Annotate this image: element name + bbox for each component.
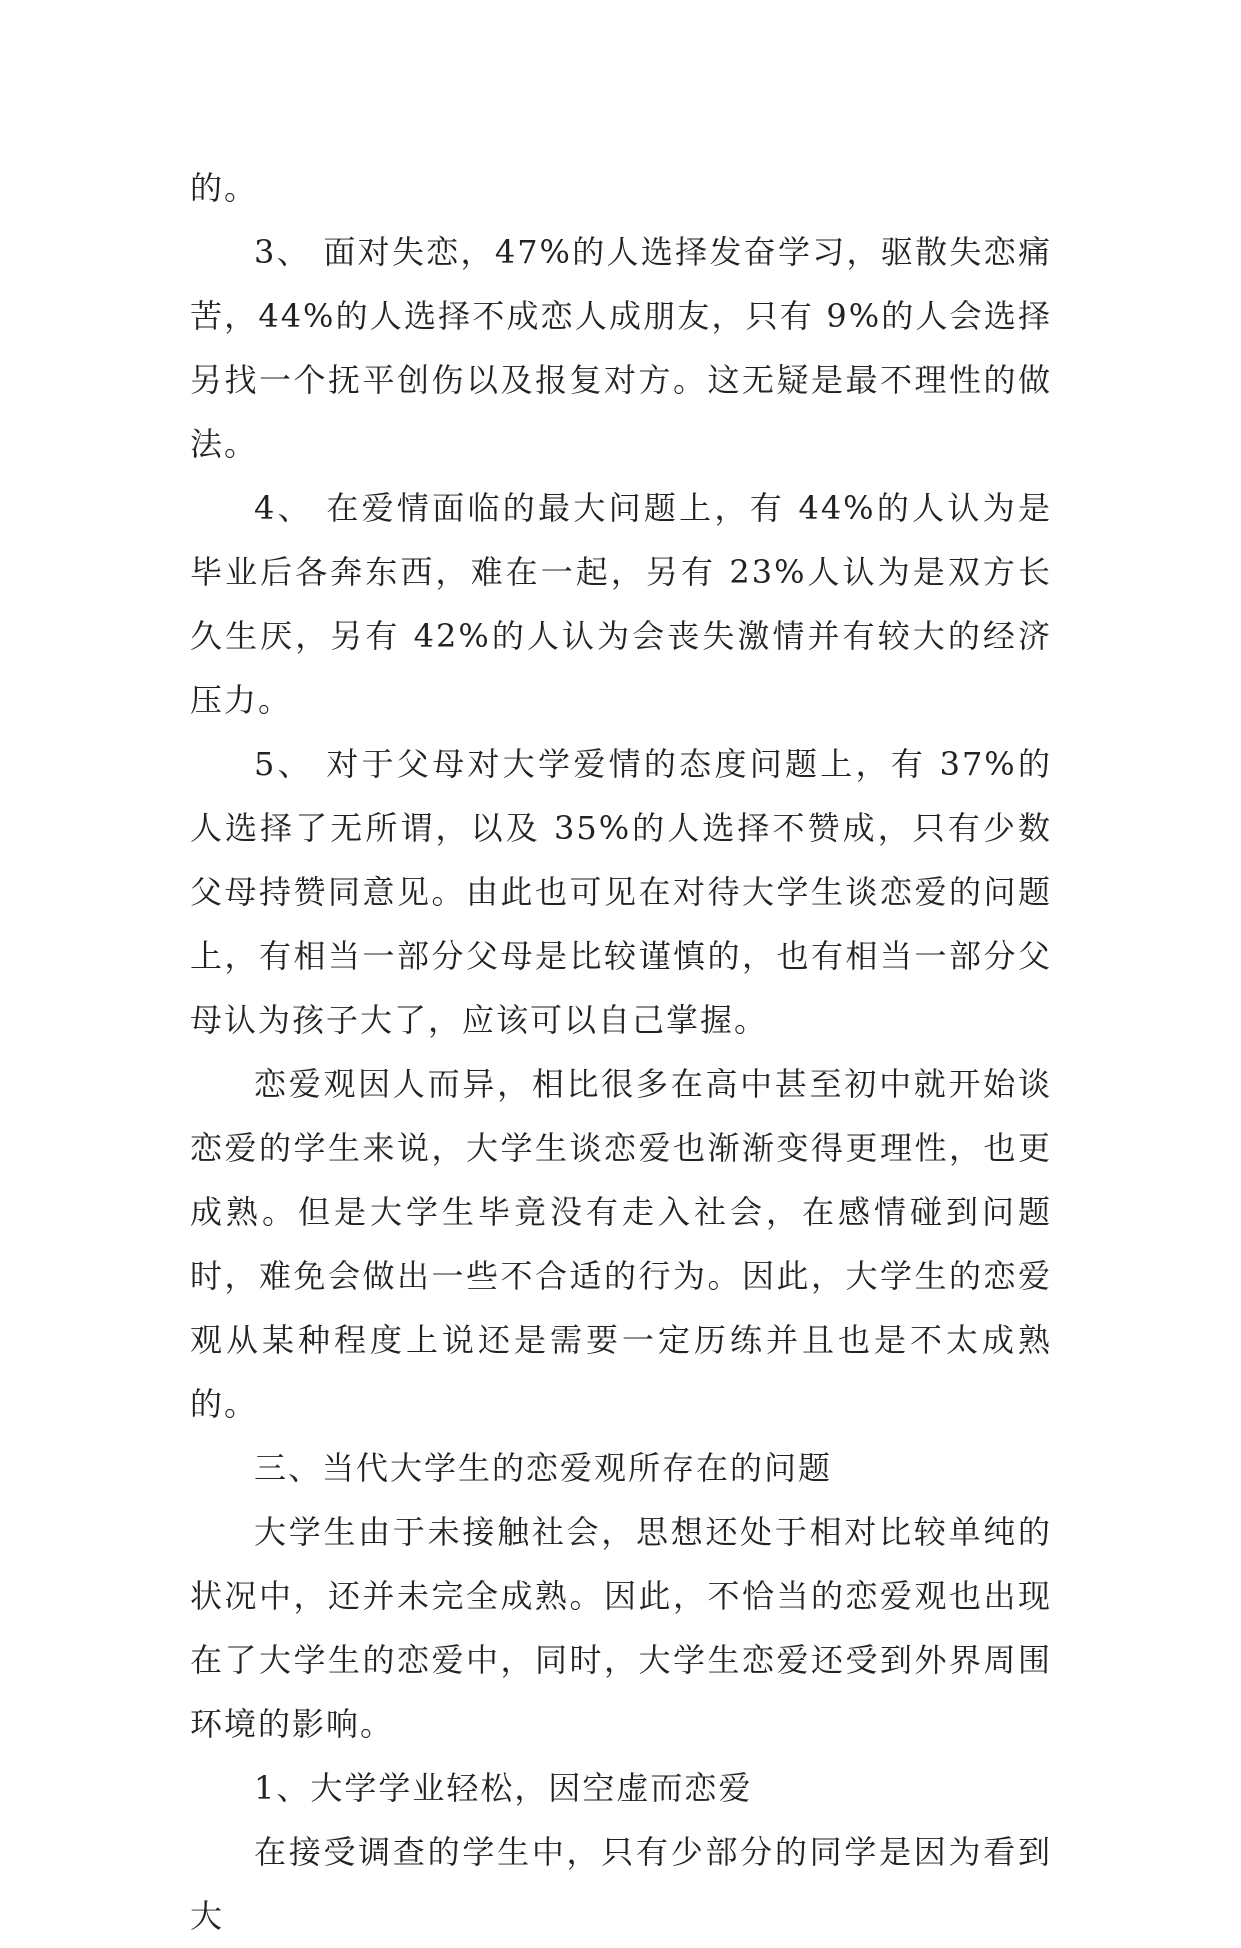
paragraph-continuation: 的。 bbox=[190, 169, 259, 207]
paragraph-summary: 恋爱观因人而异，相比很多在高中甚至初中就开始谈恋爱的学生来说，大学生谈恋爱也渐渐变得更理性，也更成熟。但是大学生毕竟没有走入社会，在感情碰到问题时，难免会做出一些不合适的行为。因此，大学生的恋爱观从某种程度上说还是需要一定历练并且也是不太成熟的。 bbox=[190, 1065, 1052, 1423]
body-text bbox=[190, 156, 1052, 1948]
paragraph-section-intro: 大学生由于未接触社会，思想还处于相对比较单纯的状况中，还并未完全成熟。因此，不恰当的恋爱观也出现在了大学生的恋爱中，同时，大学生恋爱还受到外界周围环境的影响。 bbox=[190, 1513, 1052, 1743]
subsection-heading: 1、大学学业轻松，因空虚而恋爱 bbox=[254, 1769, 753, 1807]
paragraph-item-5: 5、 对于父母对大学爱情的态度问题上，有 37%的人选择了无所谓，以及 35%的人选择不赞成，只有少数父母持赞同意见。由此也可见在对待大学生谈恋爱的问题上，有相当一部分父母是比较谨慎的，也有相当一部分父母认为孩子大了，应该可以自己掌握。 bbox=[190, 745, 1052, 1039]
section-heading: 三、当代大学生的恋爱观所存在的问题 bbox=[254, 1449, 833, 1487]
paragraph-subsection-start: 在接受调查的学生中，只有少部分的同学是因为看到大 bbox=[190, 1833, 1052, 1935]
paragraph-item-4: 4、 在爱情面临的最大问题上，有 44%的人认为是毕业后各奔东西，难在一起，另有 23%人认为是双方长久生厌，另有 42%的人认为会丧失激情并有较大的经济压力。 bbox=[190, 489, 1052, 719]
paragraph-item-3: 3、 面对失恋，47%的人选择发奋学习，驱散失恋痛苦，44%的人选择不成恋人成朋友，只有 9%的人会选择另找一个抚平创伤以及报复对方。这无疑是最不理性的做法。 bbox=[190, 233, 1052, 463]
